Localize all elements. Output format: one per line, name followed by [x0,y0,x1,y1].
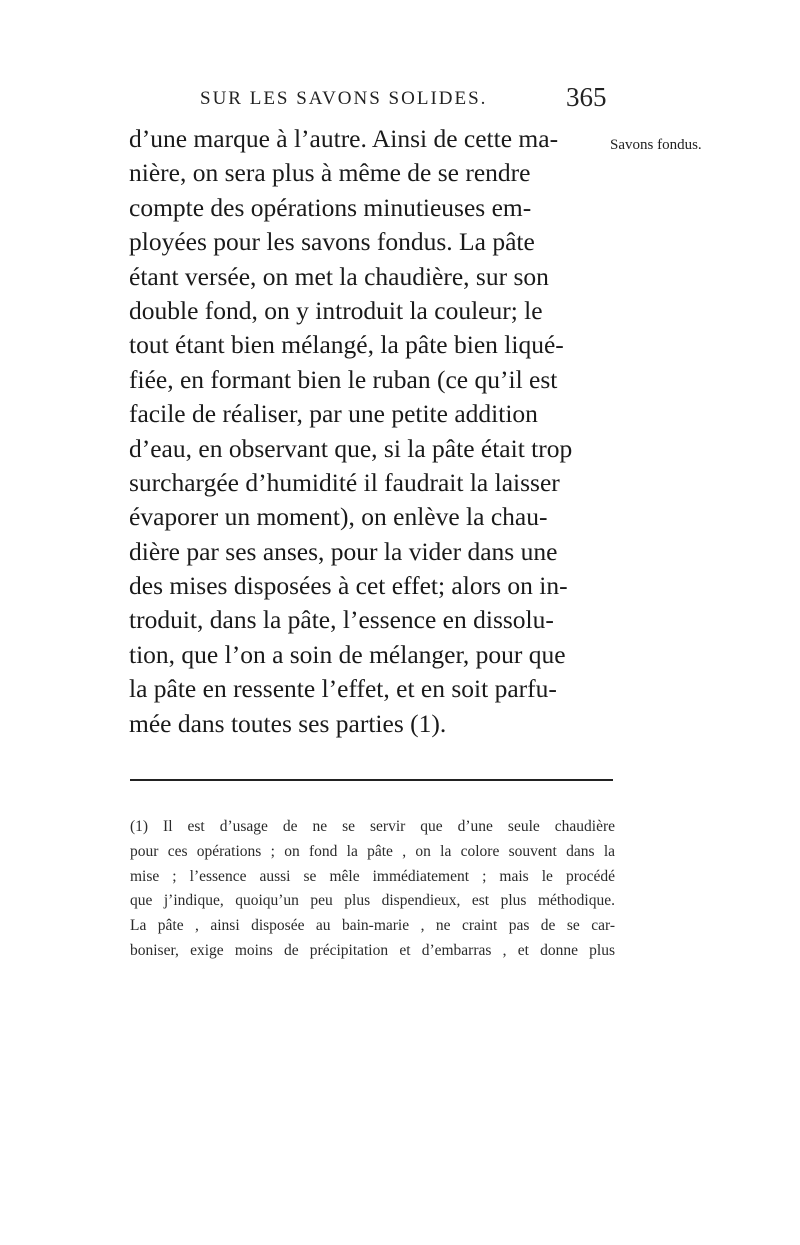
text-line: étant versée, on met la chaudière, sur son [129,261,549,291]
text-line: dière par ses anses, pour la vider dans une [129,536,558,566]
text-line: d’eau, en observant que, si la pâte était trop [129,433,573,463]
text-line: d’une marque à l’autre. Ainsi de cette ma- [129,124,559,153]
text-line: double fond, on y introduit la couleur; le [129,295,543,325]
text-line: troduit, dans la pâte, l’essence en dissolu- [129,605,554,635]
footnote-line: boniser, exige moins de précipitation et d’embarras , et donne plus [130,941,615,959]
text-line: mée dans toutes ses parties (1). [129,708,447,738]
footnote-rule [130,779,613,781]
footnote-line: mise ; l’essence aussi se mêle immédiatement ; mais le procédé [130,867,615,885]
text-line: facile de réaliser, par une petite addition [129,399,538,429]
footnotes [130,815,615,964]
text-line: évaporer un moment), on enlève la chau- [129,502,548,532]
page-number: 365 [566,82,607,112]
margin-note: Savons fondus. [610,137,702,153]
footnote-line: La pâte , ainsi disposée au bain-marie , ne craint pas de se car- [130,917,615,935]
text-line: tout étant bien mélangé, la pâte bien liqué- [129,330,564,360]
running-head: SUR LES SAVONS SOLIDES. [200,88,488,109]
footnote-line: pour ces opérations ; on fond la pâte , on la colore souvent dans la [130,842,615,860]
text-line: surchargée d’humidité il faudrait la laisser [129,467,560,497]
footnote-line: que j’indique, quoiqu’un peu plus dispendieux, est plus méthodique. [130,892,615,910]
footnote-line: (1) Il est d’usage de ne se servir que d’une seule chaudière [130,818,615,835]
body-text [129,122,619,741]
text-line: nière, on sera plus à même de se rendre [129,158,531,188]
text-line: tion, que l’on a soin de mélanger, pour que [129,639,566,669]
text-line: des mises disposées à cet effet; alors on in- [129,571,568,601]
text-line: ployées pour les savons fondus. La pâte [129,227,535,257]
text-line: fiée, en formant bien le ruban (ce qu’il est [129,364,558,394]
text-line: compte des opérations minutieuses em- [129,192,532,222]
text-line: la pâte en ressente l’effet, et en soit parfu- [129,674,557,704]
